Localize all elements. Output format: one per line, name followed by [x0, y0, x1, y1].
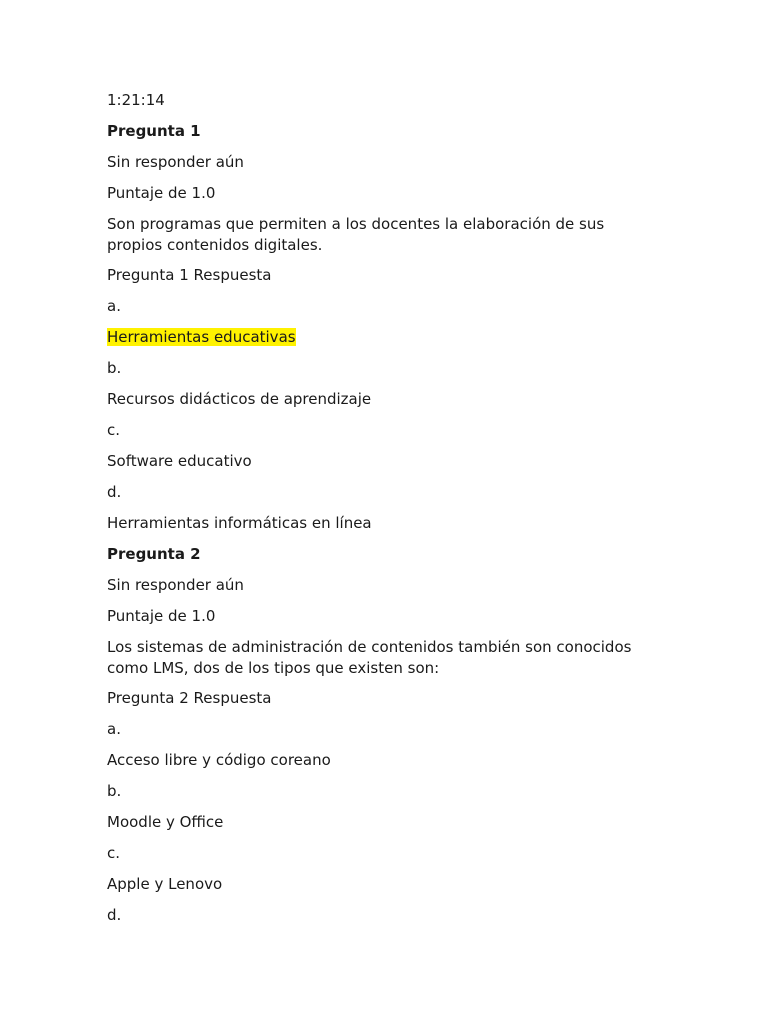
- question-1-option-d-letter: d.: [107, 483, 122, 501]
- quiz-document: [107, 90, 652, 936]
- question-1-option-c-letter: c.: [107, 421, 121, 439]
- question-1-prompt: Son programas que permiten a los docentes la elaboración de sus propios contenidos digitales.: [107, 215, 605, 254]
- question-2-option-c-text[interactable]: Apple y Lenovo: [107, 875, 223, 893]
- question-1-option-a-text[interactable]: [107, 327, 652, 348]
- question-1-option-c-text[interactable]: Software educativo: [107, 452, 252, 470]
- question-2-prompt: Los sistemas de administración de contenidos también son conocidos como LMS, dos de los tipos que existen son:: [107, 638, 632, 677]
- question-2-option-a-text[interactable]: Acceso libre y código coreano: [107, 751, 331, 769]
- highlighted-answer: Herramientas educativas: [107, 328, 296, 346]
- question-2-option-d-letter: d.: [107, 906, 122, 924]
- question-2-option-c-letter: c.: [107, 844, 121, 862]
- question-1-status: Sin responder aún: [107, 153, 244, 171]
- question-1-option-a-letter: a.: [107, 297, 121, 315]
- question-1-option-d-text[interactable]: Herramientas informáticas en línea: [107, 514, 372, 532]
- timer: 1:21:14: [107, 91, 165, 109]
- question-2-title: Pregunta 2: [107, 545, 201, 563]
- question-2-status: Sin responder aún: [107, 576, 244, 594]
- question-2-answer-label: Pregunta 2 Respuesta: [107, 689, 272, 707]
- question-1-option-b-letter: b.: [107, 359, 122, 377]
- question-1-score: Puntaje de 1.0: [107, 184, 216, 202]
- question-2-option-b-letter: b.: [107, 782, 122, 800]
- question-1-option-b-text[interactable]: Recursos didácticos de aprendizaje: [107, 390, 372, 408]
- question-2-option-b-text[interactable]: Moodle y Office: [107, 813, 224, 831]
- question-2-option-a-letter: a.: [107, 720, 121, 738]
- question-1-answer-label: Pregunta 1 Respuesta: [107, 266, 272, 284]
- question-2-score: Puntaje de 1.0: [107, 607, 216, 625]
- question-1-title: Pregunta 1: [107, 122, 201, 140]
